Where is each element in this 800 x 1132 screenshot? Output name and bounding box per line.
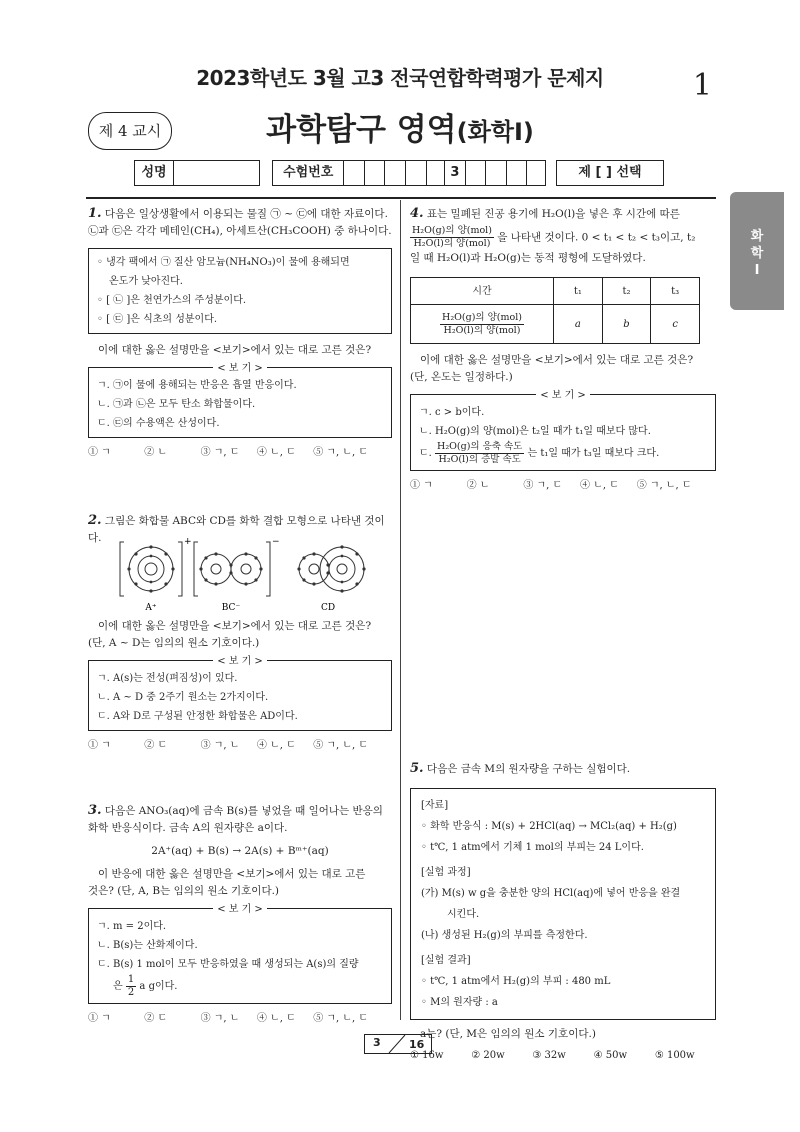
info-line: ◦ 냉각 팩에서 ㉠ 질산 암모늄(NH₄NO₃)이 물에 용해되면 xyxy=(97,257,350,268)
session-badge: 제 4 교시 xyxy=(88,112,172,150)
exam-number-cell[interactable] xyxy=(365,161,386,185)
experiment-line: (나) 생성된 H₂(g)의 부피를 측정한다. xyxy=(421,930,588,941)
page-total: 16 xyxy=(409,1038,425,1051)
fraction-denominator: H₂O(l)의 양(mol) xyxy=(413,238,491,249)
bogi-text: a g이다. xyxy=(139,981,178,992)
subject-title xyxy=(210,104,590,149)
answer-choice[interactable]: ④ ㄴ, ㄷ xyxy=(580,480,619,491)
fraction xyxy=(440,312,524,337)
answer-choice[interactable]: ② ㄴ xyxy=(466,480,490,491)
bonding-model-diagram xyxy=(110,536,380,614)
exam-number-digit: 3 xyxy=(445,161,466,185)
experiment-line: ◦ 화학 반응식 : M(s) + 2HCl(aq) → MCl₂(aq) + H₂(g) xyxy=(421,821,677,832)
answer-choice[interactable]: ④ ㄴ, ㄷ xyxy=(256,447,296,458)
exam-number-cell[interactable] xyxy=(385,161,406,185)
bogi-item: ㄴ. H₂O(g)의 양(mol)은 t₂일 때가 t₁일 때보다 많다. xyxy=(419,426,651,437)
bogi-title: < 보 기 > xyxy=(213,904,267,915)
reaction-equation: 2A⁺(aq) + B(s) → 2A(s) + Bᵐ⁺(aq) xyxy=(151,845,329,857)
question-prompt: 것은? (단, A, B는 임의의 원소 기호이다.) xyxy=(88,885,280,897)
bogi-item: ㄱ. m = 2이다. xyxy=(97,921,167,932)
side-tab-char: 화 xyxy=(750,229,764,244)
table-row xyxy=(411,278,700,305)
table-row xyxy=(411,305,700,344)
question-prompt: 이에 대한 옳은 설명만을 <보기>에서 있는 대로 고른 것은? xyxy=(98,344,372,356)
fraction-denominator: H₂O(l)의 양(mol) xyxy=(443,324,521,336)
question-number: 1. xyxy=(88,206,102,221)
experiment-line: ◦ t℃, 1 atm에서 H₂(g)의 부피 : 480 mL xyxy=(421,976,611,987)
table-cell xyxy=(411,305,554,344)
bogi-title: < 보 기 > xyxy=(213,363,267,374)
exam-title: 2023학년도 3월 고3 전국연합학력평가 문제지 xyxy=(196,66,604,90)
charge-plus: + xyxy=(184,537,192,547)
question-stem: 화학 반응식이다. 금속 A의 원자량은 a이다. xyxy=(88,822,288,834)
subject-sub: (화학Ⅰ) xyxy=(456,118,534,146)
fraction-numerator: 1 xyxy=(127,974,135,985)
exam-number-cell[interactable] xyxy=(527,161,545,185)
experiment-line: (가) M(s) w g을 충분한 양의 HCl(aq)에 넣어 반응을 완결 xyxy=(421,888,681,899)
table-header: 시간 xyxy=(411,278,554,305)
answer-choice[interactable]: ③ ㄱ, ㄴ xyxy=(200,1013,240,1024)
question-stem: 다음은 금속 M의 원자량을 구하는 실험이다. xyxy=(426,763,631,775)
question-number: 5. xyxy=(410,761,424,776)
answer-choice[interactable]: ⑤ ㄱ, ㄴ, ㄷ xyxy=(636,480,692,491)
question-number: 2. xyxy=(88,513,102,528)
bogi-item xyxy=(97,974,383,999)
exam-number-cell[interactable] xyxy=(486,161,507,185)
answer-choice[interactable]: ③ 32w xyxy=(532,1050,566,1061)
bogi-item: ㄱ. A(s)는 전성(펴짐성)이 있다. xyxy=(97,673,238,684)
experiment-line: ◦ M의 원자량 : a xyxy=(421,997,498,1008)
table-header: t₃ xyxy=(651,278,700,305)
model-label: A⁺ xyxy=(145,603,157,613)
fraction xyxy=(126,974,136,999)
info-box xyxy=(88,248,392,334)
elective-choice-label: 제 [ ] 선택 xyxy=(578,165,642,180)
bogi-item: ㄷ. ㉢의 수용액은 산성이다. xyxy=(97,418,220,429)
question-stem: 다음은 ANO₃(aq)에 금속 B(s)를 넣었을 때 일어나는 반응의 xyxy=(104,805,383,817)
exam-number-cell[interactable] xyxy=(427,161,446,185)
table-header: t₁ xyxy=(554,278,603,305)
question-5 xyxy=(410,760,716,1064)
fraction-numerator: H₂O(g)의 양(mol) xyxy=(412,225,492,236)
exam-number-cell[interactable] xyxy=(406,161,427,185)
bogi-box xyxy=(88,904,392,1004)
name-field[interactable] xyxy=(134,160,260,186)
charge-minus: − xyxy=(272,537,280,547)
table-cell: b xyxy=(602,305,651,344)
exam-number-cell[interactable] xyxy=(466,161,487,185)
question-number: 4. xyxy=(410,206,424,221)
experiment-line: 시킨다. xyxy=(447,909,480,920)
question-prompt: (단, 온도는 일정하다.) xyxy=(410,371,513,383)
column-divider xyxy=(400,200,401,1020)
bogi-item: ㄷ. B(s) 1 mol이 모두 반응하였을 때 생성되는 A(s)의 질량 xyxy=(97,959,359,970)
answer-choice[interactable]: ① ㄱ xyxy=(88,1013,111,1024)
side-tab-char: Ⅰ xyxy=(754,263,760,278)
question-stem: 그림은 화합물 ABC와 CD를 화학 결합 모형으로 나타낸 것이다. xyxy=(88,515,385,544)
section-heading: [실험 결과] xyxy=(421,955,471,966)
answer-choices xyxy=(88,1010,392,1027)
answer-choice[interactable]: ① ㄱ xyxy=(88,447,111,458)
answer-choices xyxy=(410,1047,716,1064)
bogi-item: ㄱ. ㉠이 물에 용해되는 반응은 흡열 반응이다. xyxy=(97,380,297,391)
bogi-text: ㄷ. xyxy=(419,448,432,459)
table-cell: a xyxy=(554,305,603,344)
exam-number-field[interactable] xyxy=(272,160,546,186)
name-label: 성명 xyxy=(135,161,174,185)
answer-choice[interactable]: ① ㄱ xyxy=(410,480,433,491)
question-stem: 표는 밀폐된 진공 용기에 H₂O(l)을 넣은 후 시간에 따른 xyxy=(426,208,680,220)
section-heading: [실험 과정] xyxy=(421,867,471,878)
answer-choice[interactable]: ② ㄴ xyxy=(144,447,168,458)
model-label: BC⁻ xyxy=(221,603,241,613)
question-prompt: (단, A ~ D는 임의의 원소 기호이다.) xyxy=(88,637,260,649)
name-blank[interactable] xyxy=(174,161,258,185)
bogi-text: 는 t₁일 때가 t₃일 때보다 크다. xyxy=(527,448,660,459)
experiment-line: ◦ t℃, 1 atm에서 기체 1 mol의 부피는 24 L이다. xyxy=(421,842,644,853)
question-stem: ㉡과 ㉢은 각각 메테인(CH₄), 아세트산(CH₃COOH) 중 하나이다. xyxy=(88,225,392,237)
bogi-item: ㄱ. c > b이다. xyxy=(419,407,485,418)
fraction xyxy=(435,441,524,466)
bogi-item: ㄴ. A ~ D 중 2주기 원소는 2가지이다. xyxy=(97,692,269,703)
answer-choice[interactable]: ⑤ 100w xyxy=(654,1050,695,1061)
bogi-title: < 보 기 > xyxy=(536,390,590,401)
question-1 xyxy=(88,205,392,461)
bogi-item: ㄴ. B(s)는 산화제이다. xyxy=(97,940,198,951)
answer-choice[interactable]: ④ ㄴ, ㄷ xyxy=(256,740,296,751)
question-2-body xyxy=(88,618,392,754)
bogi-item: ㄴ. ㉠과 ㉡은 모두 탄소 화합물이다. xyxy=(97,399,256,410)
bogi-item xyxy=(419,441,707,466)
question-3 xyxy=(88,802,392,1027)
bogi-title: < 보 기 > xyxy=(213,656,267,667)
answer-choice[interactable]: ① ㄱ xyxy=(88,740,111,751)
question-prompt: a는? (단, M은 임의의 원소 기호이다.) xyxy=(420,1028,596,1040)
fraction-numerator: H₂O(g)의 응축 속도 xyxy=(437,441,523,452)
question-prompt: 이에 대한 옳은 설명만을 <보기>에서 있는 대로 고른 것은? xyxy=(98,620,372,632)
bogi-box xyxy=(88,656,392,731)
page-number: 1 xyxy=(692,68,712,103)
exam-number-cell[interactable] xyxy=(344,161,365,185)
answer-choice[interactable]: ③ ㄱ, ㄷ xyxy=(200,447,240,458)
info-line: ◦ [ ㉡ ]은 천연가스의 주성분이다. xyxy=(97,295,247,306)
table-cell: c xyxy=(651,305,700,344)
bogi-item: ㄷ. A와 D로 구성된 안정한 화합물은 AD이다. xyxy=(97,711,298,722)
page-current: 3 xyxy=(373,1036,381,1049)
answer-choice[interactable]: ⑤ ㄱ, ㄴ, ㄷ xyxy=(313,1013,369,1024)
question-prompt: 이에 대한 옳은 설명만을 <보기>에서 있는 대로 고른 것은? xyxy=(420,354,694,366)
question-prompt: 이 반응에 대한 옳은 설명만을 <보기>에서 있는 대로 고른 xyxy=(98,868,366,880)
experiment-box xyxy=(410,788,716,1020)
model-label: CD xyxy=(320,603,336,613)
subject-main: 과학탐구 영역 xyxy=(266,112,457,148)
header-rule xyxy=(86,197,716,199)
exam-number-cell[interactable] xyxy=(507,161,528,185)
answer-choices xyxy=(410,477,716,494)
question-4 xyxy=(410,205,716,494)
info-line: ◦ [ ㉢ ]은 식초의 성분이다. xyxy=(97,314,218,325)
answer-choice[interactable]: ④ ㄴ, ㄷ xyxy=(256,1013,296,1024)
page-counter xyxy=(364,1034,432,1054)
answer-choice[interactable]: ① 16w xyxy=(410,1050,444,1061)
elective-choice-field[interactable] xyxy=(556,160,664,186)
subject-side-tab xyxy=(730,192,784,310)
fraction-denominator: 2 xyxy=(127,987,135,998)
answer-choice[interactable]: ⑤ ㄱ, ㄴ, ㄷ xyxy=(313,447,369,458)
fraction-denominator: H₂O(l)의 증발 속도 xyxy=(438,454,521,465)
bogi-box xyxy=(88,363,392,438)
answer-choice[interactable]: ② 20w xyxy=(471,1050,505,1061)
fraction-numerator: H₂O(g)의 양(mol) xyxy=(442,311,522,323)
exam-number-label: 수험번호 xyxy=(273,161,344,185)
answer-choice[interactable]: ④ 50w xyxy=(593,1050,628,1061)
bogi-text: 은 xyxy=(113,981,123,992)
side-tab-char: 학 xyxy=(750,246,764,261)
answer-choice[interactable]: ⑤ ㄱ, ㄴ, ㄷ xyxy=(313,740,369,751)
question-number: 3. xyxy=(88,803,102,818)
answer-choice[interactable]: ③ ㄱ, ㄴ xyxy=(200,740,240,751)
question-stem: 다음은 일상생활에서 이용되는 물질 ㉠ ~ ㉢에 대한 자료이다. xyxy=(104,208,388,220)
answer-choices xyxy=(88,444,392,461)
table-header: t₂ xyxy=(602,278,651,305)
data-table xyxy=(410,277,700,344)
info-line: 온도가 낮아진다. xyxy=(109,276,183,287)
bogi-box xyxy=(410,390,716,471)
question-stem: 일 때 H₂O(l)과 H₂O(g)는 동적 평형에 도달하였다. xyxy=(410,252,646,264)
answer-choices xyxy=(88,737,392,754)
answer-choice[interactable]: ③ ㄱ, ㄷ xyxy=(523,480,563,491)
fraction xyxy=(410,225,494,250)
section-heading: [자료] xyxy=(421,800,449,811)
answer-choice[interactable]: ② ㄷ xyxy=(144,1013,168,1024)
answer-choice[interactable]: ② ㄷ xyxy=(144,740,168,751)
question-stem: 을 나타낸 것이다. 0 < t₁ < t₂ < t₃이고, t₂ xyxy=(497,231,696,244)
